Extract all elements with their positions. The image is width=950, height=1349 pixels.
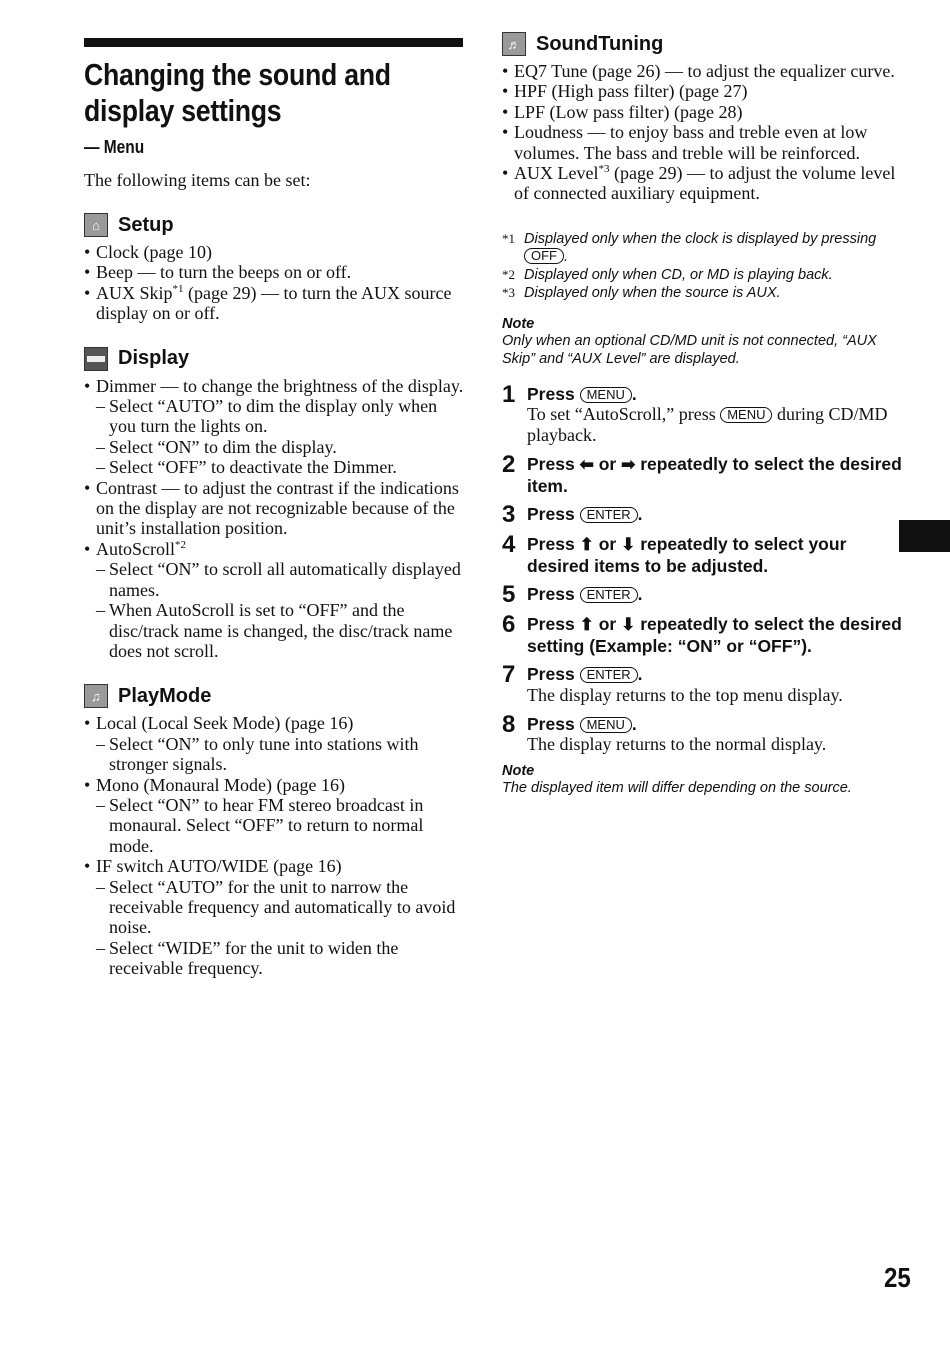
step-5: 5 Press ENTER .: [502, 581, 643, 609]
section-soundtuning-heading: [502, 31, 902, 57]
footnotes: [502, 230, 902, 302]
list-item: • Beep — to turn the beeps on or off.: [84, 262, 464, 282]
arrow-down-icon: ⬇: [621, 615, 636, 635]
sub-item: – Select “WIDE” for the unit to widen the receivable frequency.: [96, 938, 464, 979]
list-item: • IF switch AUTO/WIDE (page 16) – Select “AUTO” for the unit to narrow the receivable frequency and automatically to avoid noise. – Select “WIDE” for the unit to widen the receivable frequency.: [84, 856, 464, 978]
playmode-heading-text: PlayMode: [118, 684, 212, 707]
right-column: [502, 31, 902, 797]
section-playmode-heading: [84, 683, 464, 709]
display-icon: [84, 347, 108, 371]
sub-item: – Select “AUTO” to dim the display only when you turn the lights on.: [96, 396, 464, 437]
step-8: 8 Press MENU . The display returns to the normal display.: [502, 710, 827, 755]
display-list: [84, 376, 464, 662]
sub-item: – Select “OFF” to deactivate the Dimmer.: [96, 457, 464, 477]
sub-item: – Select “ON” to hear FM stereo broadcast in monaural. Select “OFF” to return to normal mode.: [96, 795, 464, 856]
step-4: 4 Press ⬆ or ⬇ repeatedly to select your desired items to be adjusted.: [502, 531, 847, 576]
list-item: • LPF (Low pass filter) (page 28): [502, 102, 902, 122]
setup-heading-text: Setup: [118, 213, 174, 236]
page-subtitle: — Menu: [84, 137, 145, 157]
intro-text: The following items can be set:: [84, 170, 311, 190]
arrow-up-icon: ⬆: [579, 615, 594, 635]
list-item: • Dimmer — to change the brightness of the display. – Select “AUTO” to dim the display only when you turn the lights on. – Select “ON” to dim the display. – Select “OFF” to deactivate the Dimmer.: [84, 376, 464, 478]
step-3: 3 Press ENTER .: [502, 501, 643, 529]
section-display-heading: [84, 346, 464, 372]
list-item: • Clock (page 10): [84, 242, 464, 262]
page-title: Changing the sound and display settings: [84, 57, 391, 128]
soundtuning-icon: ♬: [502, 32, 526, 56]
playmode-icon: ♫: [84, 684, 108, 708]
list-item: • AUX Level$^{*3}$ (page 29) — to adjust the volume level of connected auxiliary equipment.: [502, 163, 902, 204]
step-1: 1 Press MENU . To set “AutoScroll,” press MENU during CD/MD playback.: [502, 380, 888, 446]
arrow-up-icon: ⬆: [579, 535, 594, 555]
note-text: The displayed item will differ depending on the source.: [502, 780, 852, 797]
arrow-right-icon: ➡: [621, 455, 636, 475]
arrow-left-icon: ⬅: [579, 455, 594, 475]
list-item: • HPF (High pass filter) (page 27): [502, 81, 902, 101]
menu-button-label: MENU: [720, 407, 772, 423]
title-rule: [84, 38, 463, 47]
sub-item: – Select “ON” to scroll all automatically displayed names.: [96, 559, 464, 600]
sub-item: – When AutoScroll is set to “OFF” and the disc/track name is changed, the disc/track name does not scroll.: [96, 600, 464, 661]
playmode-list: [84, 713, 464, 978]
footnote-ref: *1: [172, 282, 184, 295]
steps-list: [502, 380, 902, 756]
setup-icon: ⌂: [84, 213, 108, 237]
step-7: 7 Press ENTER . The display returns to the top menu display.: [502, 661, 843, 705]
arrow-down-icon: ⬇: [621, 535, 636, 555]
list-item: • EQ7 Tune (page 26) — to adjust the equalizer curve.: [502, 61, 902, 81]
list-item: • Loudness — to enjoy bass and treble even at low volumes. The bass and treble will be reinforced.: [502, 122, 902, 163]
soundtuning-list: [502, 61, 902, 204]
footnote: *1 Displayed only when the clock is displayed by pressing OFF .: [502, 230, 877, 265]
step-2: 2 Press ⬅ or ➡ repeatedly to select the desired item.: [502, 451, 902, 496]
chapter-tab: [899, 520, 950, 552]
footnote-ref: *2: [175, 538, 186, 551]
footnote-ref: *3: [598, 163, 610, 176]
enter-button-label: ENTER: [580, 507, 638, 523]
setup-list: [84, 242, 464, 324]
off-button-label: OFF: [524, 248, 564, 264]
menu-button-label: MENU: [580, 387, 632, 403]
sub-item: – Select “ON” to only tune into stations with stronger signals.: [96, 734, 464, 775]
footnote: *3 Displayed only when the source is AUX.: [502, 284, 781, 301]
section-setup-heading: [84, 212, 464, 238]
menu-button-label: MENU: [580, 717, 632, 733]
enter-button-label: ENTER: [580, 587, 638, 603]
sub-item: – Select “ON” to dim the display.: [96, 437, 464, 457]
note-heading: Note: [502, 763, 535, 780]
list-item: • AutoScroll$^{*2}$ – Select “ON” to scroll all automatically displayed names. – When AutoScroll is set to “OFF” and the disc/track name is changed, the disc/track name does not scroll.: [84, 539, 464, 661]
autoscroll-options: [96, 559, 464, 661]
enter-button-label: ENTER: [580, 667, 638, 683]
dimmer-options: [96, 396, 464, 478]
note-heading: Note: [502, 315, 535, 332]
step-6: 6 Press ⬆ or ⬇ repeatedly to select the desired setting (Example: “ON” or “OFF”).: [502, 611, 902, 656]
list-item: • Mono (Monaural Mode) (page 16) – Select “ON” to hear FM stereo broadcast in monaural. Select “OFF” to return to normal mode.: [84, 775, 464, 857]
list-item: • AUX Skip$^{*1}$ (page 29) — to turn the AUX source display on or off.: [84, 283, 464, 324]
left-column: [84, 38, 464, 979]
footnote: *2 Displayed only when CD, or MD is playing back.: [502, 266, 833, 283]
display-heading-text: Display: [118, 347, 190, 370]
list-item: • Local (Local Seek Mode) (page 16) – Select “ON” to only tune into stations with stronger signals.: [84, 713, 464, 774]
page-number: 25: [884, 1262, 911, 1293]
soundtuning-heading-text: SoundTuning: [536, 32, 664, 55]
list-item: • Contrast — to adjust the contrast if the indications on the display are not recognizable because of the unit’s installation position.: [84, 478, 464, 539]
note-text: Only when an optional CD/MD unit is not connected, “AUX Skip” and “AUX Level” are displayed.: [502, 332, 877, 367]
sub-item: – Select “AUTO” for the unit to narrow the receivable frequency and automatically to avoid noise.: [96, 877, 464, 938]
